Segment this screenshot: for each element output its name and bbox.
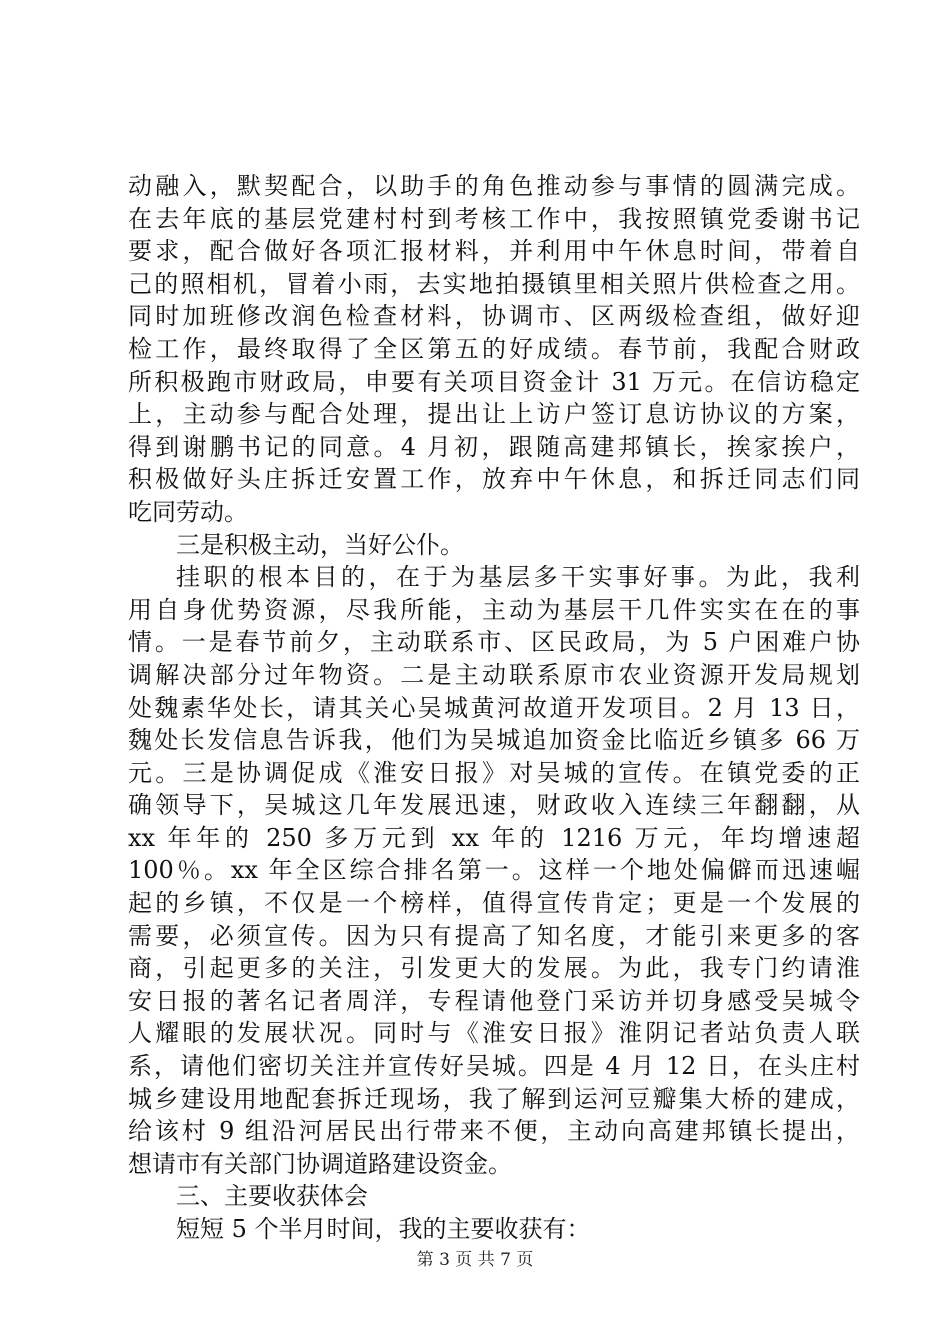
text-line: 得到谢鹏书记的同意。4 月初，跟随高建邦镇长，挨家挨户， [128,432,860,461]
text-line: 人耀眼的发展状况。同时与《淮安日报》淮阴记者站负责人联 [128,1019,860,1048]
text-line: 起的乡镇，不仅是一个榜样，值得宣传肯定；更是一个发展的 [128,889,860,918]
text-line: 情。一是春节前夕，主动联系市、区民政局，为 5 户困难户协 [128,628,860,657]
text-line: 系，请他们密切关注并宣传好吴城。四是 4 月 12 日，在头庄村 [128,1052,860,1081]
text-line: 挂职的根本目的，在于为基层多干实事好事。为此，我利 [176,563,860,592]
text-line: 需要，必须宣传。因为只有提高了知名度，才能引来更多的客 [128,921,860,950]
text-line: 给该村 9 组沿河居民出行带来不便，主动向高建邦镇长提出， [128,1117,860,1146]
text-line: 魏处长发信息告诉我，他们为吴城追加资金比临近乡镇多 66 万 [128,726,860,755]
text-line: 动融入，默契配合，以助手的角色推动参与事情的圆满完成。 [128,172,860,200]
text-line: 检工作，最终取得了全区第五的好成绩。春节前，我配合财政 [128,334,860,363]
body-text [128,170,860,1246]
text-line: xx 年年的 250 多万元到 xx 年的 1216 万元，年均增速超 [128,823,860,852]
text-line: 想请市有关部门协调道路建设资金。 [128,1149,512,1178]
text-line: 己的照相机，冒着小雨，去实地拍摄镇里相关照片供检查之用。 [128,269,860,298]
text-line: 用自身优势资源，尽我所能，主动为基层干几件实实在在的事 [128,595,860,624]
text-line: 吃同劳动。 [128,497,248,526]
page-footer: 第 3 页 共 7 页 [416,1250,534,1270]
text-line: 在去年底的基层党建村村到考核工作中，我按照镇党委谢书记 [128,204,860,233]
text-line: 三是积极主动，当好公仆。 [176,530,464,559]
text-line: 积极做好头庄拆迁安置工作，放弃中午休息，和拆迁同志们同 [128,465,860,494]
text-line: 城乡建设用地配套拆迁现场，我了解到运河豆瓣集大桥的建成， [128,1084,860,1113]
text-line: 安日报的著名记者周洋，专程请他登门采访并切身感受吴城令 [128,986,860,1015]
text-line: 短短 5 个半月时间，我的主要收获有： [176,1215,591,1243]
text-line: 调解决部分过年物资。二是主动联系原市农业资源开发局规划 [128,660,860,689]
text-line: 商，引起更多的关注，引发更大的发展。为此，我专门约请淮 [128,954,860,983]
text-line: 三、主要收获体会 [176,1182,368,1211]
text-line: 要求，配合做好各项汇报材料，并利用中午休息时间，带着自 [128,237,860,266]
text-line: 元。三是协调促成《淮安日报》对吴城的宣传。在镇党委的正 [128,758,860,787]
text-line: 处魏素华处长，请其关心吴城黄河故道开发项目。2 月 13 日， [128,693,860,722]
text-line: 确领导下，吴城这几年发展迅速，财政收入连续三年翻翻，从 [128,791,860,820]
text-line: 上，主动参与配合处理，提出让上访户签订息访协议的方案， [128,400,860,429]
text-line: 同时加班修改润色检查材料，协调市、区两级检查组，做好迎 [128,302,860,331]
text-line: 所积极跑市财政局，申要有关项目资金计 31 万元。在信访稳定 [128,367,860,396]
text-line: 100％。xx 年全区综合排名第一。这样一个地处偏僻而迅速崛 [128,856,860,885]
